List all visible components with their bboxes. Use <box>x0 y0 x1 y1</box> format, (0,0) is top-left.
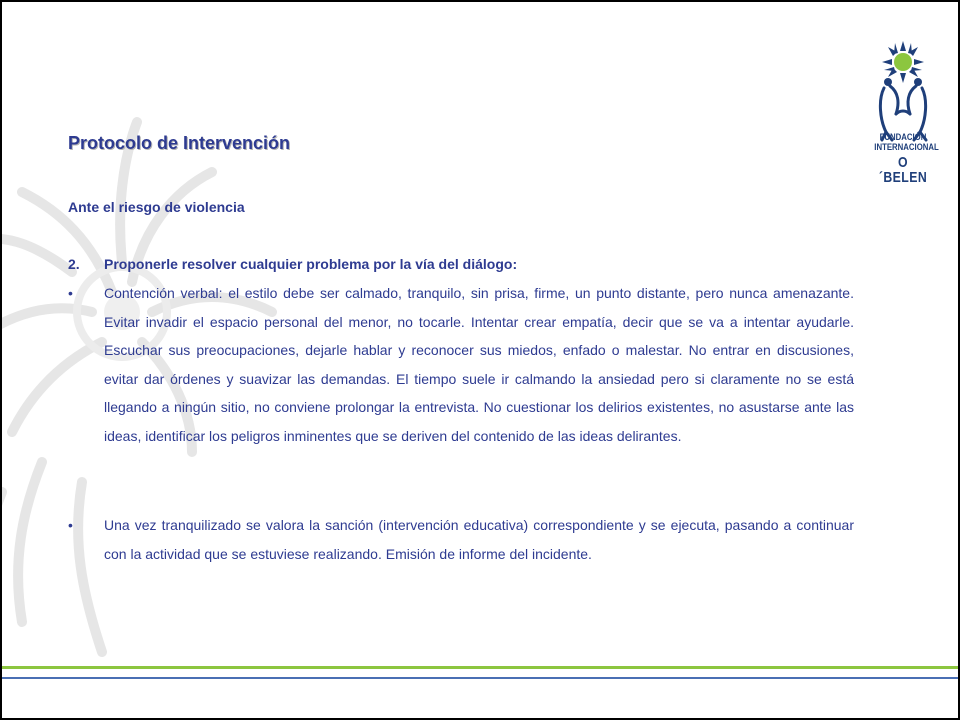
bullet-marker: • <box>68 285 73 301</box>
point-text: Proponerle resolver cualquier problema por la vía del diálogo: <box>104 256 518 272</box>
bullet-item <box>68 511 854 568</box>
slide-title: Protocolo de Intervención <box>68 133 291 153</box>
footer-rule-blue <box>2 677 958 679</box>
numbered-point <box>68 256 858 272</box>
footer-rule-green <box>2 666 958 669</box>
bullet-marker: • <box>68 517 73 533</box>
bullet-text: Una vez tranquilizado se valora la sanción (intervención educativa) correspondiente y se ejecuta, pasando a continuar con la actividad que se estuviese realizando. Emisión de informe del incidente. <box>104 517 854 562</box>
logo-line-1: FUNDACIÓN <box>879 132 927 143</box>
slide-subtitle: Ante el riesgo de violencia <box>68 199 245 215</box>
logo-line-2: INTERNACIONAL <box>874 141 939 153</box>
point-number: 2. <box>68 256 80 272</box>
bullet-item <box>68 279 854 450</box>
logo-wordmark <box>868 133 938 185</box>
logo-line-3: O´BELEN <box>878 154 928 186</box>
bullet-text: Contención verbal: el estilo debe ser calmado, tranquilo, sin prisa, firme, un punto distante, pero nunca amenazante. Evitar invadir el espacio personal del menor, no tocarle. Intentar crear empatía, decir que se va a intentar ayudarle. Escuchar sus preocupaciones, dejarle hablar y reconocer sus miedos, enfado o malestar. No entrar en discusiones, evitar dar órdenes y suavizar las demandas. El tiempo suele ir calmando la ansiedad pero si claramente no se está llegando a ningún sitio, no conviene prolongar la entrevista. No cuestionar los delirios existentes, no asustarse ante las ideas, identificar los peligros inminentes que se deriven del contenido de las ideas delirantes. <box>104 285 854 444</box>
